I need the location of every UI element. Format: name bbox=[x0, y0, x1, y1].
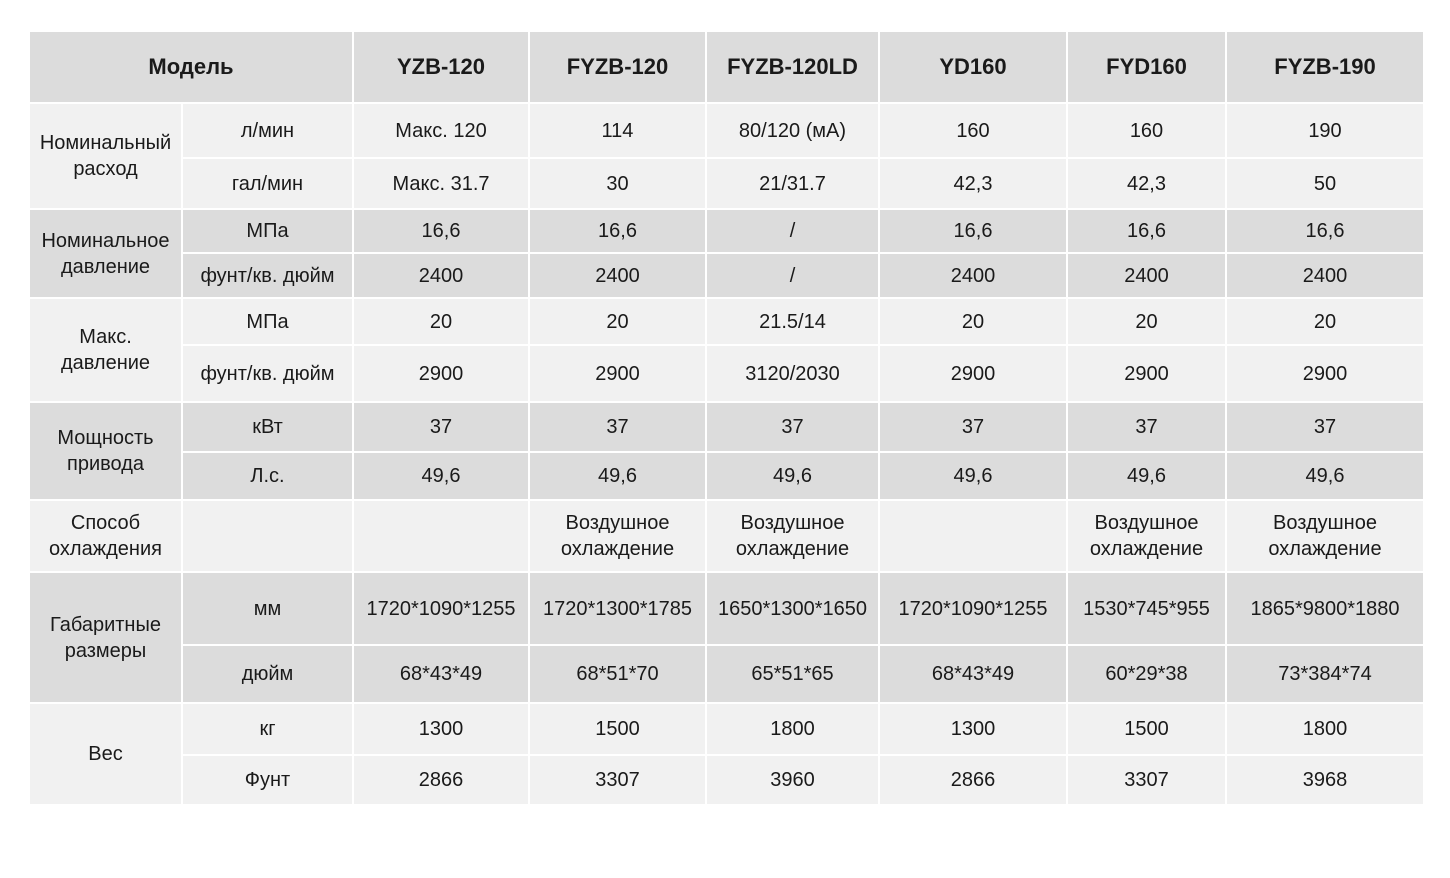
unit-cell: кВт bbox=[182, 402, 353, 452]
value-cell: 16,6 bbox=[353, 209, 529, 253]
unit-cell: л/мин bbox=[182, 103, 353, 158]
value-cell: 3120/2030 bbox=[706, 345, 879, 402]
value-cell: 2400 bbox=[879, 253, 1067, 298]
unit-cell: мм bbox=[182, 572, 353, 645]
table-row bbox=[29, 103, 1424, 158]
group-label-cooling: Способ охлаждения bbox=[29, 500, 182, 572]
value-cell: 37 bbox=[353, 402, 529, 452]
value-cell: 2400 bbox=[1067, 253, 1226, 298]
value-cell: 21.5/14 bbox=[706, 298, 879, 345]
value-cell: 16,6 bbox=[1226, 209, 1424, 253]
value-cell: 49,6 bbox=[353, 452, 529, 500]
table-row bbox=[29, 345, 1424, 402]
value-cell: 16,6 bbox=[529, 209, 706, 253]
value-cell: 2900 bbox=[353, 345, 529, 402]
value-cell: 49,6 bbox=[529, 452, 706, 500]
value-cell: 1300 bbox=[879, 703, 1067, 755]
value-cell: 42,3 bbox=[1067, 158, 1226, 209]
value-cell: 1500 bbox=[1067, 703, 1226, 755]
value-cell: 37 bbox=[706, 402, 879, 452]
unit-cell: Фунт bbox=[182, 755, 353, 805]
value-cell: 16,6 bbox=[879, 209, 1067, 253]
header-row bbox=[29, 31, 1424, 103]
group-label-flow: Номинальный расход bbox=[29, 103, 182, 209]
group-label-weight: Вес bbox=[29, 703, 182, 805]
header-model-label: Модель bbox=[29, 31, 353, 103]
value-cell: 73*384*74 bbox=[1226, 645, 1424, 703]
value-cell: Воздушное охлаждение bbox=[1226, 500, 1424, 572]
value-cell: 2900 bbox=[1226, 345, 1424, 402]
value-cell: / bbox=[706, 253, 879, 298]
value-cell: 2400 bbox=[529, 253, 706, 298]
specs-table bbox=[28, 30, 1425, 806]
value-cell: 80/120 (мА) bbox=[706, 103, 879, 158]
value-cell: 20 bbox=[353, 298, 529, 345]
value-cell: 16,6 bbox=[1067, 209, 1226, 253]
value-cell: 1865*9800*1880 bbox=[1226, 572, 1424, 645]
table-row bbox=[29, 209, 1424, 253]
table-row bbox=[29, 572, 1424, 645]
header-model: YD160 bbox=[879, 31, 1067, 103]
value-cell: 1500 bbox=[529, 703, 706, 755]
value-cell: 1650*1300*1650 bbox=[706, 572, 879, 645]
value-cell: 3968 bbox=[1226, 755, 1424, 805]
value-cell: Макс. 120 bbox=[353, 103, 529, 158]
table-row bbox=[29, 253, 1424, 298]
value-cell: 50 bbox=[1226, 158, 1424, 209]
value-cell: 1720*1090*1255 bbox=[879, 572, 1067, 645]
unit-cell: дюйм bbox=[182, 645, 353, 703]
table-row bbox=[29, 500, 1424, 572]
unit-cell: Л.с. bbox=[182, 452, 353, 500]
group-label-drive-power: Мощность привода bbox=[29, 402, 182, 500]
table-row bbox=[29, 645, 1424, 703]
value-cell: 3960 bbox=[706, 755, 879, 805]
value-cell: 37 bbox=[529, 402, 706, 452]
unit-cell: гал/мин bbox=[182, 158, 353, 209]
unit-cell: фунт/кв. дюйм bbox=[182, 345, 353, 402]
group-label-max-pressure: Макс. давление bbox=[29, 298, 182, 402]
value-cell: 2900 bbox=[529, 345, 706, 402]
value-cell: 1300 bbox=[353, 703, 529, 755]
value-cell: 114 bbox=[529, 103, 706, 158]
group-label-rated-pressure: Номинальное давление bbox=[29, 209, 182, 298]
value-cell: 2900 bbox=[1067, 345, 1226, 402]
header-model: YZB-120 bbox=[353, 31, 529, 103]
value-cell bbox=[879, 500, 1067, 572]
header-model: FYZB-190 bbox=[1226, 31, 1424, 103]
value-cell: 42,3 bbox=[879, 158, 1067, 209]
value-cell: 160 bbox=[879, 103, 1067, 158]
value-cell: / bbox=[706, 209, 879, 253]
unit-cell: фунт/кв. дюйм bbox=[182, 253, 353, 298]
value-cell: 21/31.7 bbox=[706, 158, 879, 209]
header-model: FYZB-120LD bbox=[706, 31, 879, 103]
value-cell: 49,6 bbox=[1067, 452, 1226, 500]
value-cell: 2866 bbox=[879, 755, 1067, 805]
value-cell: 30 bbox=[529, 158, 706, 209]
value-cell: Воздушное охлаждение bbox=[706, 500, 879, 572]
value-cell: Воздушное охлаждение bbox=[1067, 500, 1226, 572]
unit-cell: МПа bbox=[182, 209, 353, 253]
table-row bbox=[29, 703, 1424, 755]
value-cell: 37 bbox=[879, 402, 1067, 452]
header-model: FYZB-120 bbox=[529, 31, 706, 103]
value-cell: 190 bbox=[1226, 103, 1424, 158]
table-row bbox=[29, 402, 1424, 452]
value-cell: 49,6 bbox=[1226, 452, 1424, 500]
value-cell: 68*51*70 bbox=[529, 645, 706, 703]
value-cell: 20 bbox=[529, 298, 706, 345]
value-cell: 2900 bbox=[879, 345, 1067, 402]
value-cell: 20 bbox=[879, 298, 1067, 345]
value-cell: 2400 bbox=[353, 253, 529, 298]
value-cell: 68*43*49 bbox=[353, 645, 529, 703]
value-cell: 3307 bbox=[529, 755, 706, 805]
value-cell: 1720*1090*1255 bbox=[353, 572, 529, 645]
value-cell: 65*51*65 bbox=[706, 645, 879, 703]
value-cell: 20 bbox=[1067, 298, 1226, 345]
table-row bbox=[29, 298, 1424, 345]
unit-cell: кг bbox=[182, 703, 353, 755]
value-cell: 2866 bbox=[353, 755, 529, 805]
value-cell: 1530*745*955 bbox=[1067, 572, 1226, 645]
value-cell: 68*43*49 bbox=[879, 645, 1067, 703]
value-cell: 60*29*38 bbox=[1067, 645, 1226, 703]
value-cell: 1800 bbox=[1226, 703, 1424, 755]
table-row bbox=[29, 158, 1424, 209]
value-cell: 49,6 bbox=[706, 452, 879, 500]
value-cell: 160 bbox=[1067, 103, 1226, 158]
unit-cell: МПа bbox=[182, 298, 353, 345]
value-cell: 20 bbox=[1226, 298, 1424, 345]
unit-cell bbox=[182, 500, 353, 572]
table-row bbox=[29, 452, 1424, 500]
value-cell: Макс. 31.7 bbox=[353, 158, 529, 209]
value-cell: 49,6 bbox=[879, 452, 1067, 500]
value-cell: 3307 bbox=[1067, 755, 1226, 805]
group-label-dimensions: Габаритные размеры bbox=[29, 572, 182, 703]
value-cell: 2400 bbox=[1226, 253, 1424, 298]
value-cell: 1720*1300*1785 bbox=[529, 572, 706, 645]
value-cell: 37 bbox=[1226, 402, 1424, 452]
header-model: FYD160 bbox=[1067, 31, 1226, 103]
value-cell: 1800 bbox=[706, 703, 879, 755]
value-cell: Воздушное охлаждение bbox=[529, 500, 706, 572]
value-cell bbox=[353, 500, 529, 572]
table-row bbox=[29, 755, 1424, 805]
value-cell: 37 bbox=[1067, 402, 1226, 452]
